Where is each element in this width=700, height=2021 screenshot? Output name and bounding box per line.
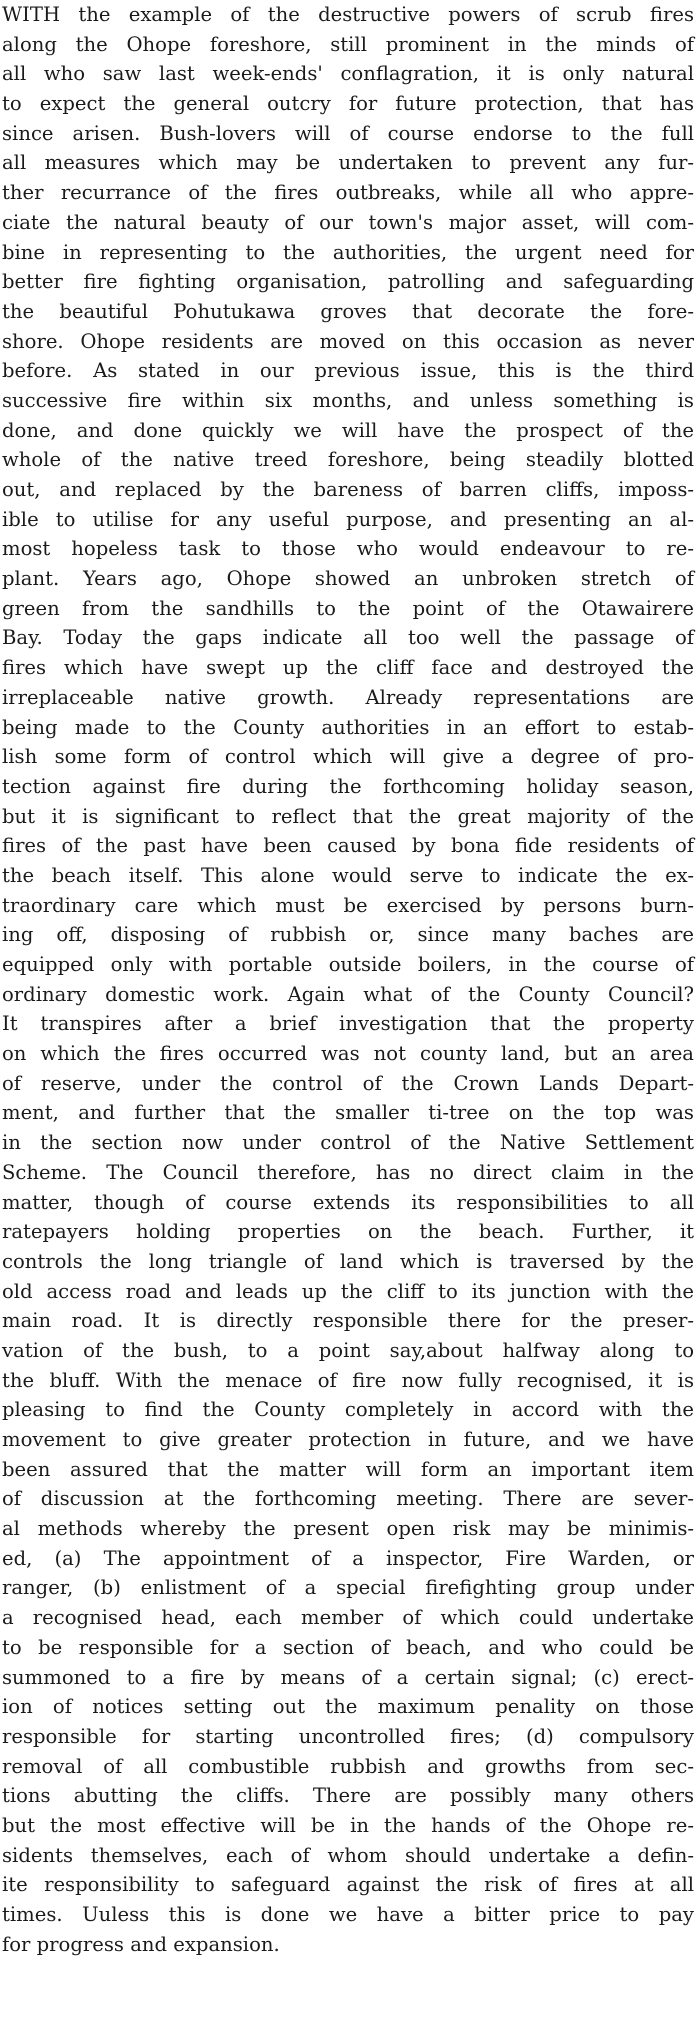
article-line: to be responsible for a section of beach, and who could be [2,1635,694,1659]
article-line: ranger, (b) enlistment of a special firefighting group under [2,1576,694,1600]
article-line: ed, (a) The appointment of a inspector, Fire Warden, or [2,1546,694,1570]
article-line: all measures which may be undertaken to prevent any fur- [2,151,694,175]
article-line: Bay. Today the gaps indicate all too well the passage of [2,626,694,650]
article-line: being made to the County authorities in an effort to estab- [2,715,694,739]
article-line: Scheme. The Council therefore, has no direct claim in the [2,1160,694,1184]
article-line: out, and replaced by the bareness of barren cliffs, imposs- [2,478,694,501]
article-body [2,0,694,1959]
article-line: movement to give greater protection in future, and we have [2,1428,694,1451]
article-line: before. As stated in our previous issue, this is the third [2,359,694,383]
article-line: ciate the natural beauty of our town's major asset, will com- [2,210,694,234]
article-line: on which the fires occurred was not county land, but an area [2,1042,694,1066]
article-line: ing off, disposing of rubbish or, since many baches are [2,923,694,947]
article-line: It transpires after a brief investigation that the property [2,1012,694,1036]
article-line: but the most effective will be in the hands of the Ohope re- [2,1813,694,1837]
article-line: vation of the bush, to a point say,about halfway along to [2,1338,694,1362]
article-line: lish some form of control which will give a degree of pro- [2,745,694,769]
article-line: since arisen. Bush-lovers will of course endorse to the full [2,121,694,145]
article-line: sidents themselves, each of whom should undertake a defin- [2,1843,694,1867]
article-line: green from the sandhills to the point of the Otawairere [2,596,694,620]
article-line: of discussion at the forthcoming meeting. There are sever- [2,1487,694,1511]
article-line: ratepayers holding properties on the beach. Further, it [2,1220,694,1244]
article-line: the beach itself. This alone would serve to indicate the ex- [2,863,694,887]
article-line: WITH the example of the destructive powers of scrub fires [2,3,694,26]
article-line: in the section now under control of the Native Settlement [2,1131,694,1155]
article-line: fires which have swept up the cliff face and destroyed the [2,656,694,680]
article-line: done, and done quickly we will have the prospect of the [2,418,694,442]
article-line: fires of the past have been caused by bona fide residents of [2,834,694,858]
article-line: ion of notices setting out the maximum penality on those [2,1695,694,1719]
article-line: all who saw last week-ends' conflagration, it is only natural [2,62,694,86]
article-line: plant. Years ago, Ohope showed an unbroken stretch of [2,567,694,591]
article-line: traordinary care which must be exercised by persons burn- [2,893,694,917]
article-line: ible to utilise for any useful purpose, and presenting an al- [2,507,694,531]
article-line: tection against fire during the forthcoming holiday season, [2,774,694,798]
article-line: been assured that the matter will form an important item [2,1457,694,1481]
article-line: ordinary domestic work. Again what of the County Council? [2,982,694,1006]
article-line: better fire fighting organisation, patrolling and safeguarding [2,270,694,294]
article-line: old access road and leads up the cliff to its junction with the [2,1279,694,1303]
article-line: but it is significant to reflect that the great majority of the [2,804,694,828]
article-line: of reserve, under the control of the Crown Lands Depart- [2,1071,694,1095]
article-line: irreplaceable native growth. Already representations are [2,685,694,709]
article-line: the bluff. With the menace of fire now fully recognised, it is [2,1368,694,1392]
article-line: pleasing to find the County completely in accord with the [2,1398,694,1422]
article-line: ment, and further that the smaller ti-tree on the top was [2,1101,694,1125]
article-line: most hopeless task to those who would endeavour to re- [2,537,694,561]
article-line: responsible for starting uncontrolled fires; (d) compulsory [2,1724,694,1748]
article-line: the beautiful Pohutukawa groves that decorate the fore- [2,299,694,323]
article-line: matter, though of course extends its responsibilities to all [2,1190,694,1214]
article-line: along the Ohope foreshore, still prominent in the minds of [2,32,694,56]
article-line: for progress and expansion. [2,1932,280,1956]
article-line: controls the long triangle of land which is traversed by the [2,1249,694,1273]
article-line: al methods whereby the present open risk may be minimis- [2,1517,694,1541]
article-line: a recognised head, each member of which could undertake [2,1606,694,1630]
article-line: removal of all combustible rubbish and growths from sec- [2,1754,694,1778]
article-line: ite responsibility to safeguard against the risk of fires at all [2,1873,694,1897]
article-line: bine in representing to the authorities, the urgent need for [2,240,694,264]
article-line: shore. Ohope residents are moved on this occasion as never [2,329,694,353]
article-line: tions abutting the cliffs. There are possibly many others [2,1784,694,1808]
article-line: to expect the general outcry for future protection, that has [2,92,694,116]
article-line: main road. It is directly responsible there for the preser- [2,1309,694,1333]
article-line: successive fire within six months, and unless something is [2,388,694,412]
article-line: summoned to a fire by means of a certain signal; (c) erect- [2,1665,694,1689]
article-line: times. Uuless this is done we have a bitter price to pay [2,1903,694,1926]
article-line: ther recurrance of the fires outbreaks, while all who appre- [2,181,694,205]
article-line: equipped only with portable outside boilers, in the course of [2,953,694,976]
article-line: whole of the native treed foreshore, being steadily blotted [2,448,694,472]
